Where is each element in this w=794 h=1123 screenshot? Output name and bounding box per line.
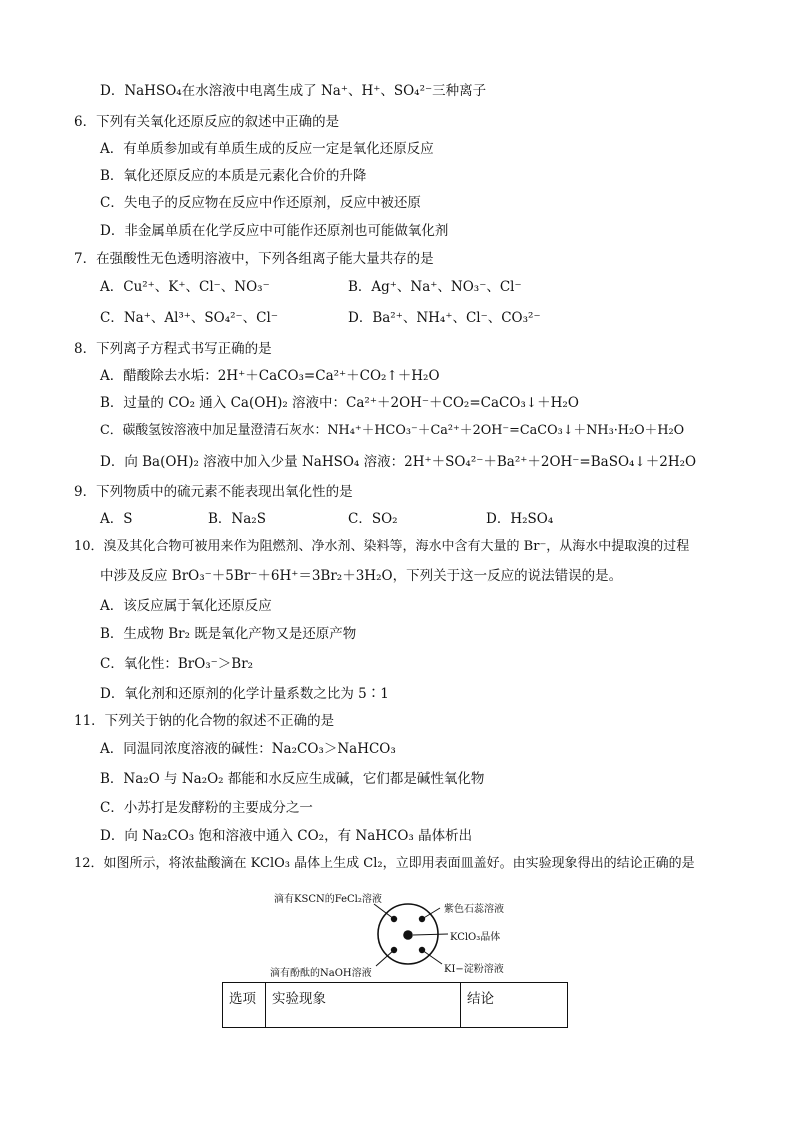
q9-option-a: A．S bbox=[100, 511, 133, 527]
q8-stem: 8．下列离子方程式书写正确的是 bbox=[74, 341, 272, 357]
q11-stem: 11．下列关于钠的化合物的叙述不正确的是 bbox=[74, 713, 335, 729]
q10-option-c: C．氧化性：BrO₃⁻＞Br₂ bbox=[100, 656, 254, 672]
q7-option-c: C．Na⁺、Al³⁺、SO₄²⁻、Cl⁻ bbox=[100, 310, 278, 326]
result-table bbox=[222, 982, 568, 1028]
q10-option-d: D．氧化剂和还原剂的化学计量系数之比为 5∶1 bbox=[100, 686, 389, 702]
q10-stem-2: 中涉及反应 BrO₃⁻＋5Br⁻＋6H⁺＝3Br₂＋3H₂O，下列关于这一反应的说法错误的是。 bbox=[100, 568, 623, 584]
q8-option-a: A．醋酸除去水垢：2H⁺＋CaCO₃=Ca²⁺＋CO₂↑＋H₂O bbox=[100, 368, 440, 384]
label-ki-starch: KI−淀粉溶液 bbox=[444, 964, 504, 975]
label-naoh: 滴有酚酞的NaOH溶液 bbox=[270, 968, 372, 979]
label-litmus: 紫色石蕊溶液 bbox=[444, 904, 504, 915]
q11-option-c: C．小苏打是发酵粉的主要成分之一 bbox=[100, 800, 313, 816]
q12-stem: 12．如图所示，将浓盐酸滴在 KClO₃ 晶体上生成 Cl₂，立即用表面皿盖好。由实验现象得出的结论正确的是 bbox=[74, 856, 695, 871]
q7-option-b: B．Ag⁺、Na⁺、NO₃⁻、Cl⁻ bbox=[348, 279, 522, 295]
q11-option-d: D．向 Na₂CO₃ 饱和溶液中通入 CO₂，有 NaHCO₃ 晶体析出 bbox=[100, 828, 473, 844]
kclo3-crystal bbox=[403, 930, 413, 940]
label-kclo3: KClO₃晶体 bbox=[450, 932, 501, 943]
col-phenomenon: 实验现象 bbox=[266, 983, 461, 1028]
col-conclusion: 结论 bbox=[461, 983, 568, 1028]
q8-option-b: B．过量的 CO₂ 通入 Ca(OH)₂ 溶液中：Ca²⁺＋2OH⁻＋CO₂=CaCO₃↓＋H₂O bbox=[100, 395, 579, 411]
q10-option-a: A．该反应属于氧化还原反应 bbox=[100, 598, 272, 614]
q6-option-b: B．氧化还原反应的本质是元素化合价的升降 bbox=[100, 168, 367, 184]
q8-option-c: C．碳酸氢铵溶液中加足量澄清石灰水：NH₄⁺＋HCO₃⁻＋Ca²⁺＋2OH⁻=CaCO₃↓＋NH₃·H₂O＋H₂O bbox=[100, 423, 685, 438]
q7-stem: 7．在强酸性无色透明溶液中，下列各组离子能大量共存的是 bbox=[74, 251, 434, 267]
q9-option-d: D．H₂SO₄ bbox=[486, 511, 554, 527]
q7-option-d: D．Ba²⁺、NH₄⁺、Cl⁻、CO₃²⁻ bbox=[348, 310, 541, 326]
label-fecl2: 滴有KSCN的FeCl₂溶液 bbox=[274, 894, 382, 905]
q11-option-a: A．同温同浓度溶液的碱性：Na₂CO₃＞NaHCO₃ bbox=[100, 741, 396, 757]
q11-option-b: B．Na₂O 与 Na₂O₂ 都能和水反应生成碱，它们都是碱性氧化物 bbox=[100, 771, 485, 787]
q7-option-a: A．Cu²⁺、K⁺、Cl⁻、NO₃⁻ bbox=[100, 279, 270, 295]
q5-option-d: D．NaHSO₄在水溶液中电离生成了 Na⁺、H⁺、SO₄²⁻三种离子 bbox=[100, 83, 487, 99]
table-header-row bbox=[223, 983, 568, 1028]
col-option: 选项 bbox=[223, 983, 266, 1028]
q9-stem: 9．下列物质中的硫元素不能表现出氧化性的是 bbox=[74, 484, 353, 500]
q6-option-d: D．非金属单质在化学反应中可能作还原剂也可能做氧化剂 bbox=[100, 223, 449, 239]
q8-option-d: D．向 Ba(OH)₂ 溶液中加入少量 NaHSO₄ 溶液：2H⁺＋SO₄²⁻＋Ba²⁺＋2OH⁻=BaSO₄↓＋2H₂O bbox=[100, 454, 697, 470]
q6-option-a: A．有单质参加或有单质生成的反应一定是氧化还原反应 bbox=[100, 141, 434, 157]
q10-stem: 10．溴及其化合物可被用来作为阻燃剂、净水剂、染料等，海水中含有大量的 Br⁻，从海水中提取溴的过程 bbox=[74, 539, 690, 554]
q6-stem: 6．下列有关氧化还原反应的叙述中正确的是 bbox=[74, 114, 340, 130]
experiment-diagram bbox=[270, 888, 530, 980]
q10-option-b: B．生成物 Br₂ 既是氧化产物又是还原产物 bbox=[100, 626, 357, 642]
q6-option-c: C．失电子的反应物在反应中作还原剂，反应中被还原 bbox=[100, 195, 421, 211]
q9-option-b: B．Na₂S bbox=[208, 511, 266, 527]
q9-option-c: C．SO₂ bbox=[348, 511, 398, 527]
pointer-mr bbox=[413, 934, 448, 935]
